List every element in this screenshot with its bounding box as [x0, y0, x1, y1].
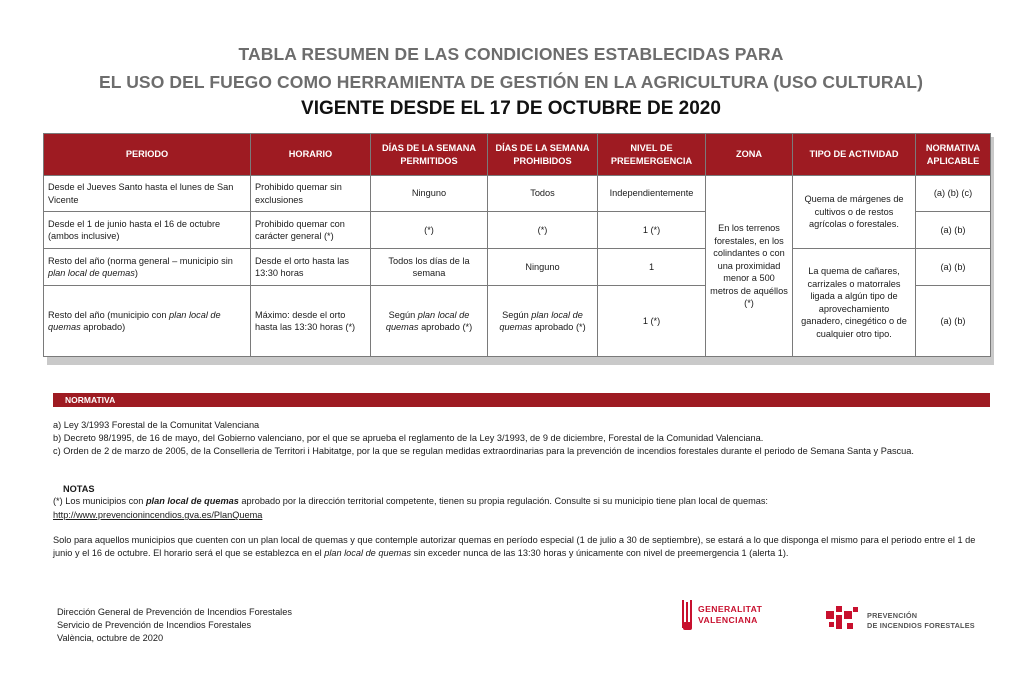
header-horario: HORARIO — [251, 134, 371, 176]
cell-nivel: 1 (*) — [598, 286, 706, 357]
cell-periodo: Desde el Jueves Santo hasta el lunes de San Vicente — [44, 176, 251, 212]
cell-nivel: 1 — [598, 249, 706, 286]
normativa-item-b: b) Decreto 98/1995, de 16 de mayo, del Gobierno valenciano, por el que se aprueba el reglamento de la Ley 3/1993, de 9 de diciembre, Forestal de la Comunidad Valenciana. — [53, 433, 764, 443]
header-dias-prohibidos: DÍAS DE LA SEMANA PROHIBIDOS — [488, 134, 598, 176]
normativa-section-header: NORMATIVA — [53, 393, 990, 407]
prohibidos-text-a: Según — [502, 309, 532, 320]
note-text-a: (*) Los municipios con — [53, 496, 146, 506]
cell-prohibidos: Ninguno — [488, 249, 598, 286]
cell-prohibidos: Todos — [488, 176, 598, 212]
notes-paragraph — [53, 534, 983, 560]
periodo-text-a: Resto del año (municipio con — [48, 309, 170, 320]
prohibidos-text-italic: plan local de quemas — [499, 309, 583, 332]
periodo-text-a: Resto del año (norma general – municipio sin — [48, 255, 233, 266]
note-text-c: aprobado por la dirección territorial competente, tienen su propia regulación. Consulte si su municipio tiene plan local de quemas: — [238, 496, 768, 506]
header-normativa: NORMATIVA APLICABLE — [916, 134, 991, 176]
header-nivel-preemergencia: NIVEL DE PREEMERGENCIA — [598, 134, 706, 176]
permitidos-text-a: Según — [388, 309, 418, 320]
footer-line3: València, octubre de 2020 — [57, 633, 164, 643]
permitidos-text-b: aprobado (*) — [418, 322, 473, 332]
periodo-text-b: ) — [134, 268, 138, 278]
cell-permitidos: (*) — [371, 212, 488, 249]
cell-zona: En los terrenos forestales, en los colindantes o con una proximidad menor a 500 metros de aquéllos (*) — [706, 176, 793, 357]
cell-permitidos: Ninguno — [371, 176, 488, 212]
cell-horario: Prohibido quemar sin exclusiones — [251, 176, 371, 212]
cell-permitidos — [371, 286, 488, 357]
normativa-item-c: c) Orden de 2 de marzo de 2005, de la Conselleria de Territori i Habitatge, por la que se regulan medidas extraordinarias para la prevención de incendios forestales durante el periodo de Semana Santa y Pascua. — [53, 446, 914, 456]
doc-title-line1: TABLA RESUMEN DE LAS CONDICIONES ESTABLECIDAS PARA — [238, 44, 784, 64]
header-dias-permitidos: DÍAS DE LA SEMANA PERMITIDOS — [371, 134, 488, 176]
permitidos-text-italic: plan local de quemas — [385, 309, 470, 332]
cell-normativa: (a) (b) — [916, 212, 991, 249]
note-text-emphasis: plan local de quemas — [145, 496, 239, 506]
periodo-text-italic: plan local de quemas — [48, 268, 135, 278]
note-plan-local — [53, 495, 768, 508]
footer-line2: Servicio de Prevención de Incendios Forestales — [57, 620, 252, 630]
pif-line2: DE INCENDIOS FORESTALES — [867, 620, 975, 630]
cell-actividad-1: Quema de márgenes de cultivos o de restos agrícolas o forestales. — [793, 176, 916, 249]
prevencion-incendios-logo-icon — [823, 603, 863, 633]
cell-prohibidos: (*) — [488, 212, 598, 249]
cell-nivel: Independientemente — [598, 176, 706, 212]
table-row — [44, 249, 991, 286]
cell-normativa: (a) (b) — [916, 249, 991, 286]
cell-periodo — [44, 286, 251, 357]
header-zona: ZONA — [706, 134, 793, 176]
periodo-text-italic: plan local de quemas — [48, 309, 221, 332]
table-header-row — [44, 134, 991, 176]
table-row — [44, 176, 991, 212]
cell-periodo: Desde el 1 de junio hasta el 16 de octubre (ambos inclusive) — [44, 212, 251, 249]
para-text-italic: plan local de quemas — [324, 548, 412, 558]
cell-actividad-2: La quema de cañares, carrizales o matorrales ligada a algún tipo de aprovechamiento ganadero, cinegético o de cualquier otro tipo. — [793, 249, 916, 357]
cell-permitidos: Todos los días de la semana — [371, 249, 488, 286]
cell-normativa: (a) (b) — [916, 286, 991, 357]
cell-normativa: (a) (b) (c) — [916, 176, 991, 212]
pif-line1: PREVENCIÓN — [867, 611, 918, 620]
para-text-a: Solo para aquellos municipios que cuenten con un plan local de quemas y que contemple autorizar quemas en período especial (1 de julio a 30 de septiembre), se estará a lo que disponga el mismo para el periodo entre el 1 de junio y el 16 de octubre. El horario será el que se establezca en el — [53, 535, 976, 558]
footer-line1: Dirección General de Prevención de Incendios Forestales — [57, 607, 292, 617]
periodo-text-b: aprobado) — [80, 322, 126, 332]
prohibidos-text-b: aprobado (*) — [532, 322, 586, 332]
cell-nivel: 1 (*) — [598, 212, 706, 249]
doc-title-line2: EL USO DEL FUEGO COMO HERRAMIENTA DE GESTIÓN EN LA AGRICULTURA (USO CULTURAL) — [98, 72, 924, 92]
header-periodo: PERIODO — [44, 134, 251, 176]
para-text-c: sin exceder nunca de las 13:30 horas y únicamente con nivel de preemergencia 1 (alerta 1). — [411, 548, 789, 558]
cell-horario: Prohibido quemar con carácter general (*) — [251, 212, 371, 249]
cell-prohibidos — [488, 286, 598, 357]
header-tipo-actividad: TIPO DE ACTIVIDAD — [793, 134, 916, 176]
doc-title-line3: VIGENTE DESDE EL 17 DE OCTUBRE DE 2020 — [301, 98, 721, 119]
footer-signature — [57, 606, 292, 645]
cell-periodo — [44, 249, 251, 286]
plan-quema-link[interactable]: http://www.prevencionincendios.gva.es/PlanQuema — [53, 510, 263, 520]
summary-table-container — [43, 133, 990, 361]
cell-horario: Máximo: desde el orto hasta las 13:30 horas (*) — [251, 286, 371, 357]
prevencion-incendios-wordmark — [867, 611, 975, 630]
summary-table — [43, 133, 991, 357]
generalitat-line1: GENERALITAT — [698, 604, 763, 614]
cell-horario: Desde el orto hasta las 13:30 horas — [251, 249, 371, 286]
generalitat-wordmark — [698, 604, 762, 626]
normativa-item-a: a) Ley 3/1993 Forestal de la Comunitat Valenciana — [53, 420, 260, 430]
generalitat-line2: VALENCIANA — [698, 615, 758, 625]
notes-heading: NOTAS — [63, 484, 95, 494]
